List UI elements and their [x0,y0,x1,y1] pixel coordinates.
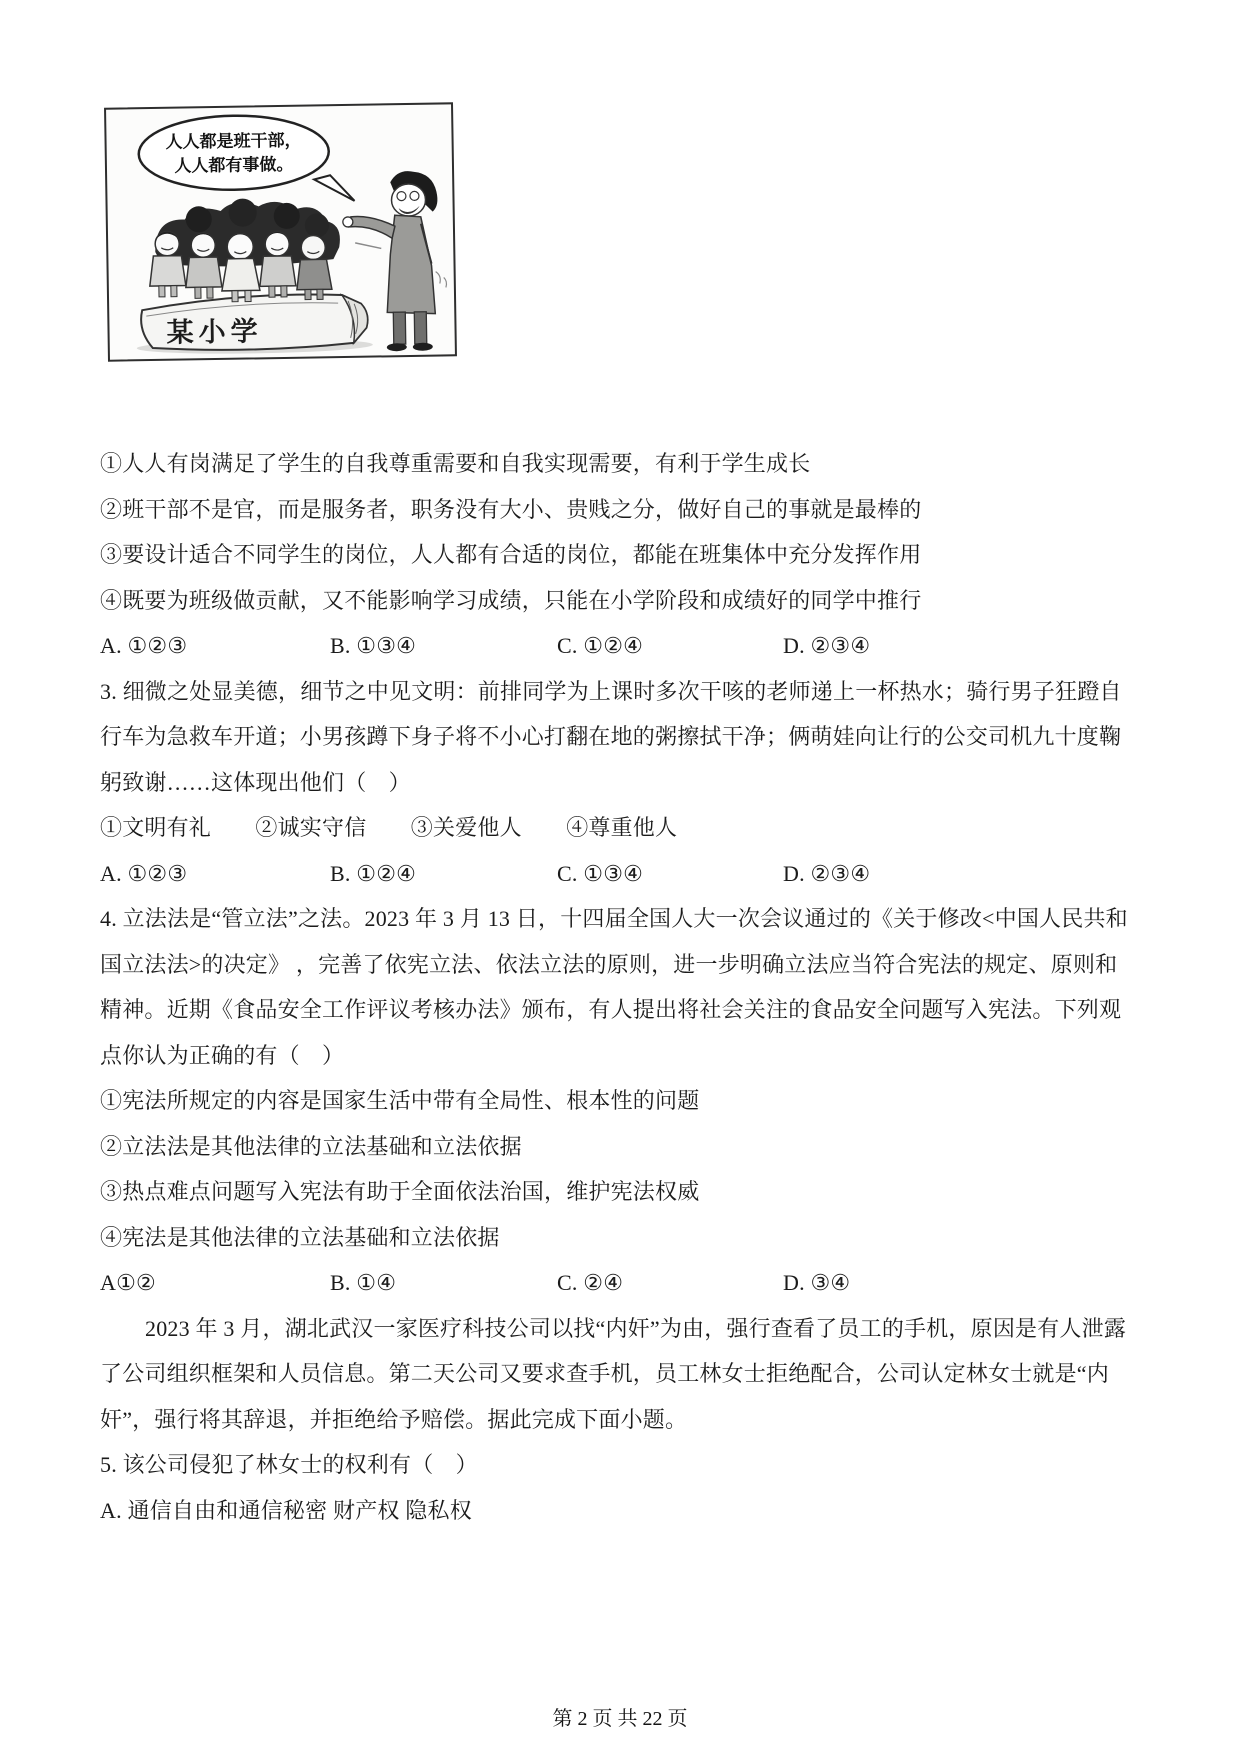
q3-stem-line-3: 躬致谢……这体现出他们（ ） [100,769,411,795]
q3-stem-line-2: 行车为急救车开道；小男孩蹲下身子将不小心打翻在地的粥擦拭干净；俩萌娃向让行的公交司机九十度鞠 [100,724,1122,749]
q2-option-c: C. ①②④ [557,633,644,658]
q4-option-d: D. ③④ [783,1270,851,1295]
q4-stem-line-3: 精神。近期《食品安全工作评议考核办法》颁布，有人提出将社会关注的食品安全问题写入宪法。下列观 [100,997,1122,1022]
q4-option-a: A①② [100,1270,156,1295]
exam-body [100,441,1147,1533]
page-footer: 第 2 页 共 22 页 [552,1708,688,1730]
q2-statement-2: ②班干部不是官，而是服务者，职务没有大小、贵贱之分，做好自己的事就是最棒的 [100,496,922,522]
case-paragraph-line-1: 2023 年 3 月，湖北武汉一家医疗科技公司以找“内奸”为由，强行查看了员工的手机，原因是有人泄露 [145,1315,1127,1341]
speech-bubble-text-2: 人人都有事做。 [174,154,294,176]
q4-statement-1: ①宪法所规定的内容是国家生活中带有全局性、根本性的问题 [100,1088,700,1113]
q4-stem-line-4: 点你认为正确的有（ ） [100,1042,345,1068]
q3-options-row [100,851,1147,897]
q2-option-d: D. ②③④ [783,633,871,658]
classroom-cartoon-svg [103,98,459,366]
case-paragraph-line-2: 了公司组织框架和人员信息。第二天公司又要求查手机，员工林女士拒绝配合，公司认定林女士就是“内 [100,1361,1109,1386]
q3-option-d: D. ②③④ [783,860,871,886]
q3-statements: ①文明有礼 ②诚实守信 ③关爱他人 ④尊重他人 [100,815,678,840]
q3-option-c: C. ①③④ [557,860,644,886]
q5-stem: 5. 该公司侵犯了林女士的权利有（ ） [100,1452,478,1477]
q4-option-b: B. ①④ [330,1270,397,1295]
q2-statement-4: ④既要为班级做贡献，又不能影响学习成绩，只能在小学阶段和成绩好的同学中推行 [100,587,922,613]
classroom-cartoon [103,98,459,366]
q4-options-row [100,1260,1147,1306]
q4-option-c: C. ②④ [557,1270,624,1295]
q4-statement-4: ④宪法是其他法律的立法基础和立法依据 [100,1224,500,1250]
q3-stem-line-1: 3. 细微之处显美德，细节之中见文明：前排同学为上课时多次干咳的老师递上一杯热水；骑行男子狂蹬自 [100,678,1122,704]
q4-stem-line-1: 4. 立法法是“管立法”之法。2023 年 3 月 13 日，十四届全国人大一次会议通过的《关于修改<中国人民共和 [100,906,1128,931]
q3-option-a: A. ①②③ [100,860,188,886]
q2-option-a: A. ①②③ [100,633,188,658]
q2-options-row [100,623,1147,669]
book-label: 某小学 [166,316,263,348]
q4-statement-3: ③热点难点问题写入宪法有助于全面依法治国，维护宪法权威 [100,1179,700,1204]
case-paragraph-line-3: 奸”，强行将其辞退，并拒绝给予赔偿。据此完成下面小题。 [100,1406,688,1432]
speech-bubble-text-1: 人人都是班干部， [165,130,302,152]
q5-option-a: A. 通信自由和通信秘密 财产权 隐私权 [100,1497,472,1523]
q2-statement-1: ①人人有岗满足了学生的自我尊重需要和自我实现需要，有利于学生成长 [100,451,811,476]
q4-stem-line-2: 国立法法>的决定》 ，完善了依宪立法、依法立法的原则，进一步明确立法应当符合宪法的规定、原则和 [100,951,1118,977]
q4-statement-2: ②立法法是其他法律的立法基础和立法依据 [100,1133,522,1159]
q2-option-b: B. ①③④ [330,633,417,658]
q2-statement-3: ③要设计适合不同学生的岗位，人人都有合适的岗位，都能在班集体中充分发挥作用 [100,542,922,567]
q3-option-b: B. ①②④ [330,860,417,886]
